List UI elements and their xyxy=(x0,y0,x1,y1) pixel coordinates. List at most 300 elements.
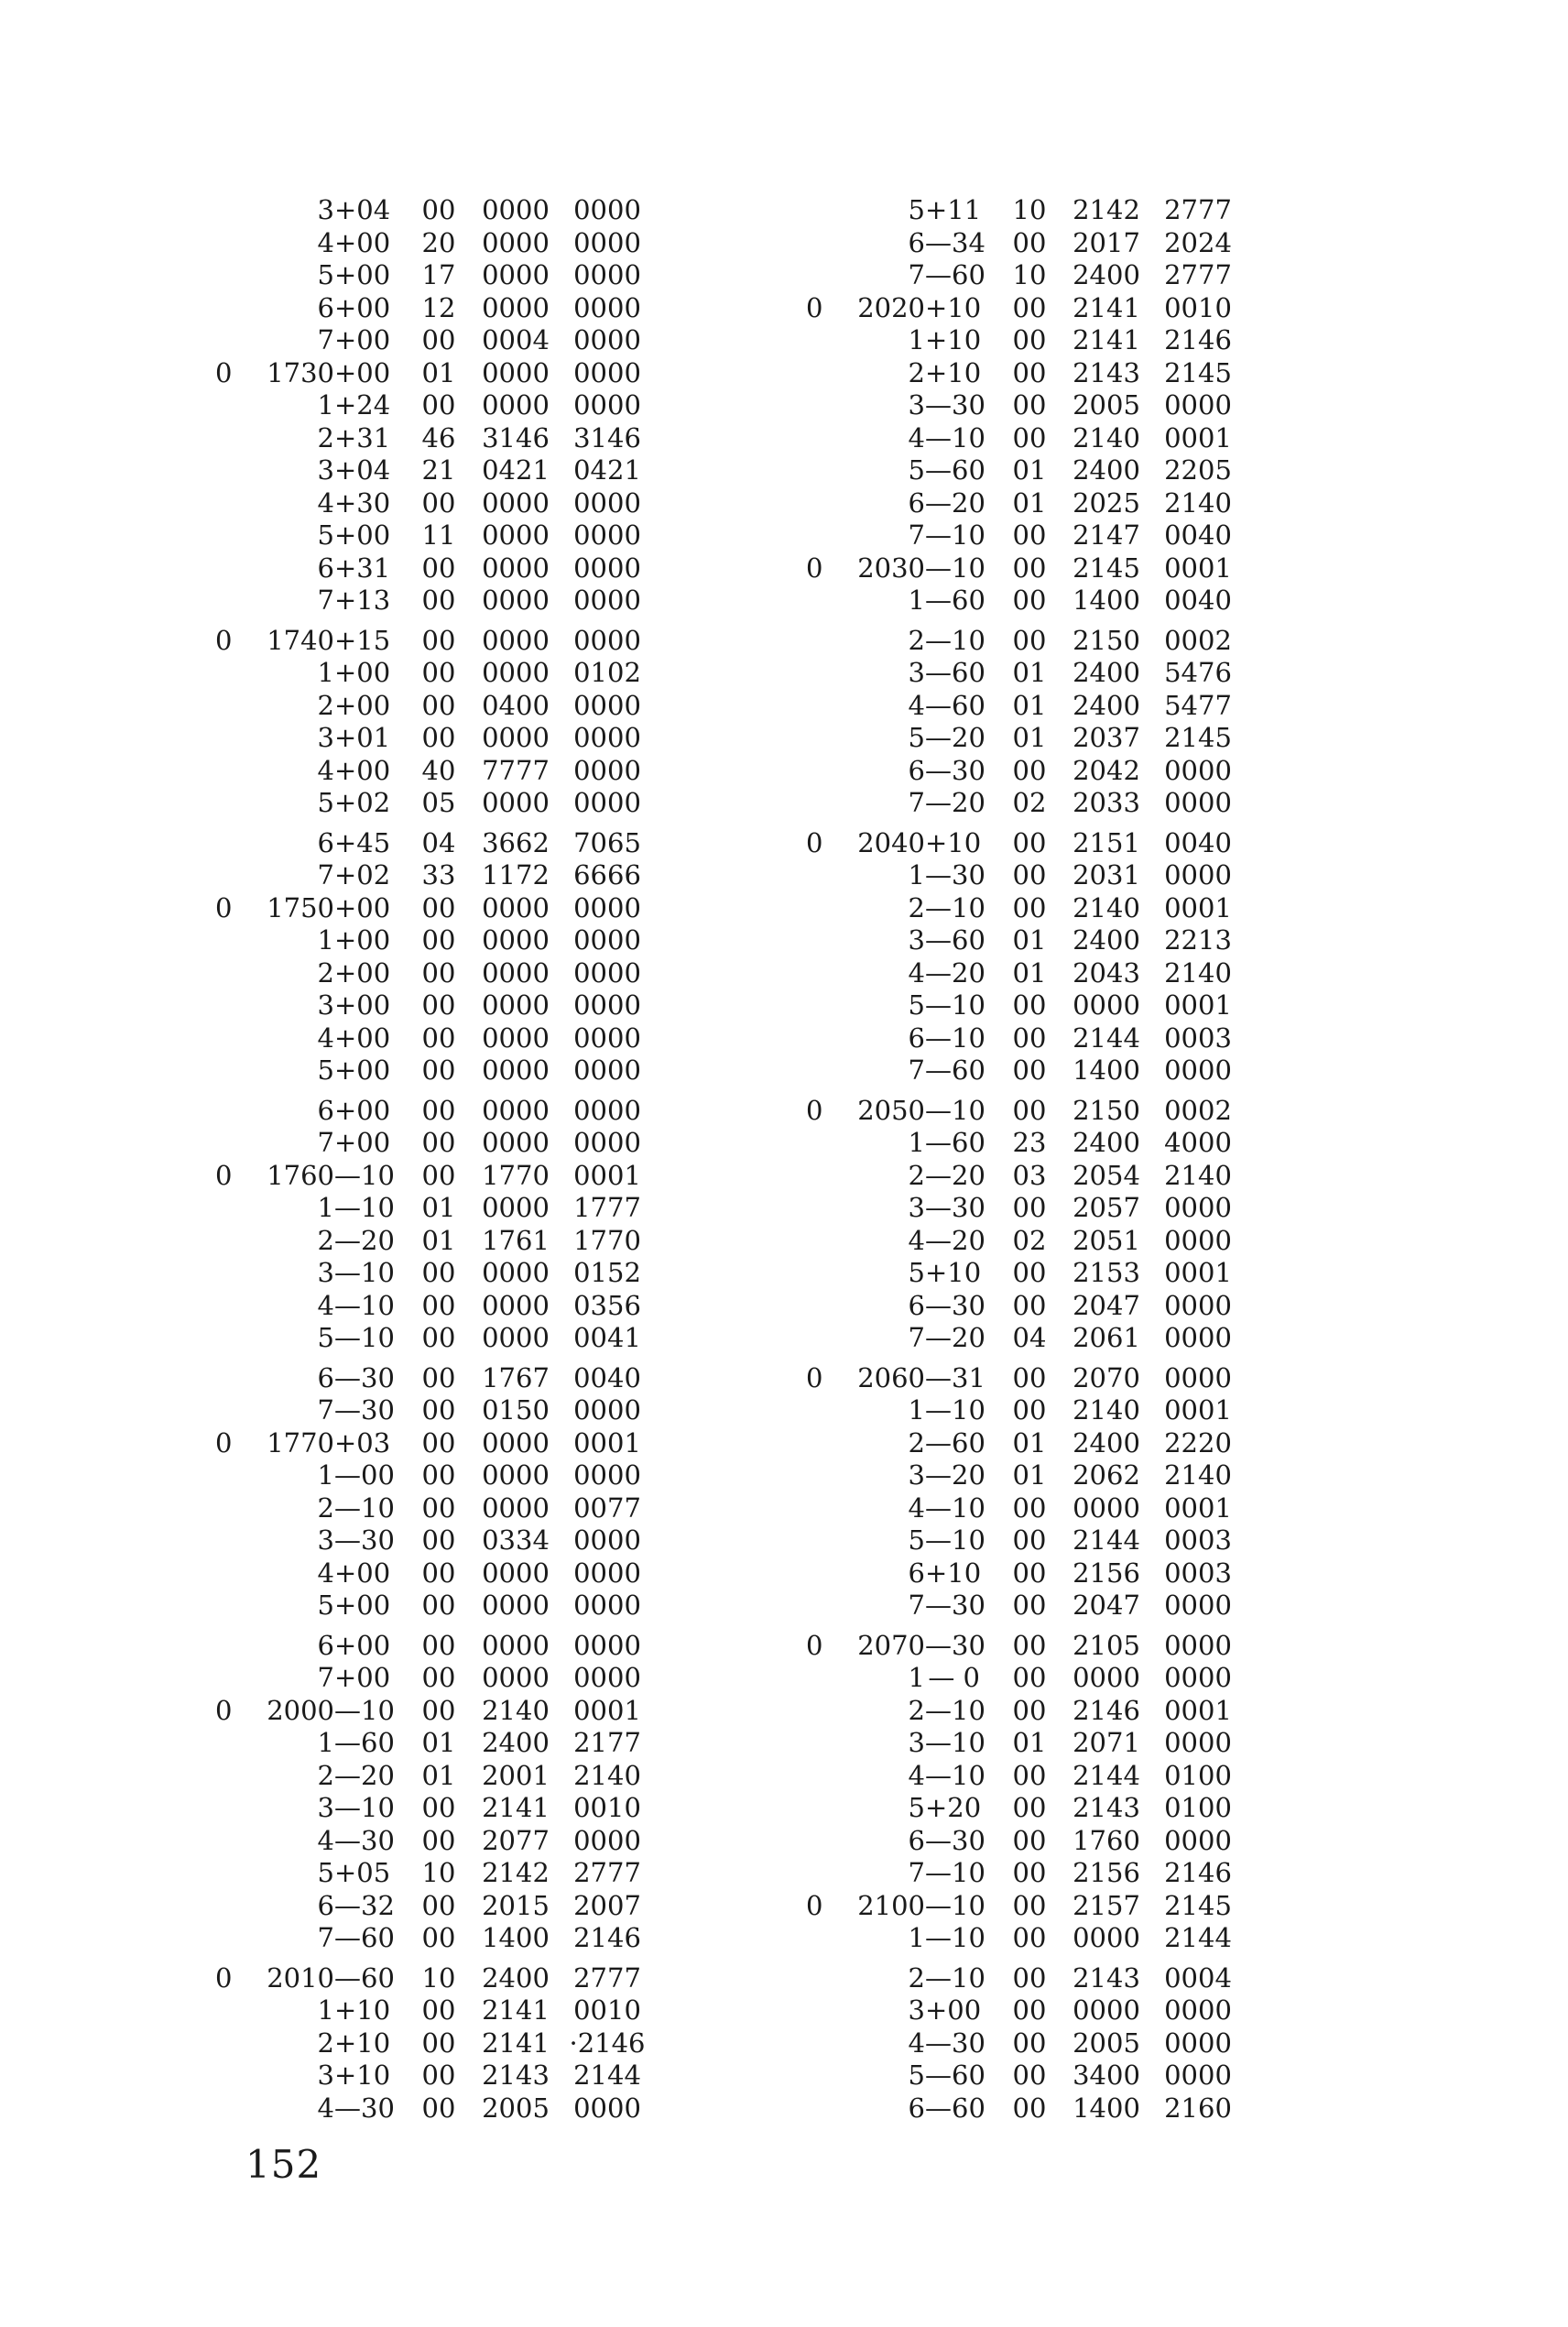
modifier-cell: 00 xyxy=(1012,1394,1047,1426)
operand-1-cell: 0000 xyxy=(1073,1994,1140,2026)
modifier-cell: 00 xyxy=(421,1257,456,1288)
address-cell: 1 xyxy=(908,1127,925,1158)
modifier-cell: 01 xyxy=(1012,454,1047,486)
operand-1-cell: 0000 xyxy=(482,1590,550,1621)
address-marker xyxy=(806,1022,833,1055)
opcode-cell: +00 xyxy=(334,956,391,989)
address-marker xyxy=(215,1727,243,1760)
modifier-cell: 00 xyxy=(421,1694,456,1726)
modifier-cell: 00 xyxy=(421,1289,456,1321)
modifier-cell: 00 xyxy=(421,1094,456,1126)
address-marker xyxy=(215,1192,243,1225)
modifier-cell: 00 xyxy=(421,1524,456,1556)
modifier-cell: 00 xyxy=(421,1021,456,1054)
operand-2-cell: 0040 xyxy=(1164,584,1232,616)
opcode-cell: —10 xyxy=(925,1694,985,1726)
opcode-cell: —30 xyxy=(925,859,985,890)
modifier-cell: 00 xyxy=(1012,1054,1047,1086)
operand-1-cell: 2144 xyxy=(1073,1759,1140,1791)
opcode-cell: —10 xyxy=(925,519,985,551)
listing-block xyxy=(215,625,646,820)
address-cell: 4 xyxy=(317,1824,334,1856)
operand-1-cell: 1400 xyxy=(1073,1054,1140,1086)
modifier-cell: 00 xyxy=(421,2027,456,2059)
listing-row xyxy=(215,422,646,455)
address-cell: 7 xyxy=(908,787,925,818)
operand-2-cell: 2777 xyxy=(573,1857,641,1888)
operand-1-cell: 0000 xyxy=(482,291,550,323)
operand-2-cell: 0000 xyxy=(1164,1361,1232,1393)
listing-row xyxy=(806,1362,1236,1395)
listing-row xyxy=(215,924,646,957)
listing-row xyxy=(215,357,646,390)
address-marker xyxy=(806,690,833,723)
modifier-cell: 00 xyxy=(421,1922,456,1953)
address-cell: 6 xyxy=(908,1557,925,1589)
opcode-cell: +00 xyxy=(334,657,391,688)
operand-2-cell: 2177 xyxy=(573,1727,641,1758)
modifier-cell: 00 xyxy=(421,689,456,721)
listing-row xyxy=(215,519,646,552)
address-cell: 3 xyxy=(317,194,334,225)
modifier-cell: 00 xyxy=(421,1322,456,1353)
listing-block xyxy=(215,1095,646,1355)
listing-row xyxy=(215,389,646,422)
address-marker: 0 xyxy=(806,826,823,858)
address-cell: 3 xyxy=(908,924,925,956)
listing-row xyxy=(215,1962,646,1995)
modifier-cell: 00 xyxy=(1012,891,1047,923)
address-cell: 4 xyxy=(317,2092,334,2124)
operand-2-cell: 0000 xyxy=(573,1459,641,1491)
operand-2-cell: 0000 xyxy=(573,194,641,225)
address-marker: 0 xyxy=(215,356,233,388)
address-cell: 7 xyxy=(317,1394,334,1426)
modifier-cell: 00 xyxy=(1012,356,1047,388)
operand-1-cell: 0000 xyxy=(482,1127,550,1158)
operand-1-cell: 0000 xyxy=(1073,1922,1140,1953)
modifier-cell: 21 xyxy=(421,454,456,486)
address-marker xyxy=(806,787,833,820)
listing-row xyxy=(215,625,646,658)
listing-row xyxy=(806,1322,1236,1355)
opcode-cell: +31 xyxy=(334,552,391,584)
address-marker xyxy=(806,1459,833,1492)
listing-row xyxy=(806,324,1236,357)
operand-2-cell: 0000 xyxy=(573,956,641,989)
operand-2-cell: 0000 xyxy=(573,1629,641,1661)
listing-row xyxy=(215,755,646,788)
opcode-cell: +00 xyxy=(334,1557,391,1589)
modifier-cell: 00 xyxy=(1012,1557,1047,1589)
operand-1-cell: 2031 xyxy=(1073,859,1140,890)
listing-row xyxy=(215,584,646,617)
address-marker xyxy=(806,324,833,357)
modifier-cell: 00 xyxy=(1012,1361,1047,1393)
operand-2-cell: 0010 xyxy=(573,1994,641,2026)
address-cell: 7 xyxy=(908,1054,925,1086)
address-cell: 2 xyxy=(317,689,334,721)
operand-2-cell: 0000 xyxy=(573,356,641,388)
modifier-cell: 00 xyxy=(1012,1491,1047,1524)
opcode-cell: +10 xyxy=(925,324,982,355)
operand-1-cell: 2400 xyxy=(1073,657,1140,688)
listing-row xyxy=(215,1127,646,1160)
listing-row xyxy=(215,1394,646,1427)
operand-2-cell: 0000 xyxy=(1164,2027,1232,2059)
address-marker xyxy=(215,722,243,755)
opcode-cell: —32 xyxy=(334,1889,395,1921)
address-marker xyxy=(215,1127,243,1160)
listing-row xyxy=(806,924,1236,957)
listing-row xyxy=(806,1962,1236,1995)
modifier-cell: 01 xyxy=(1012,956,1047,989)
address-cell: 2020 xyxy=(857,291,925,323)
listing-row xyxy=(215,194,646,227)
listing-block xyxy=(806,1630,1236,1955)
modifier-cell: 00 xyxy=(1012,226,1047,258)
opcode-cell: —10 xyxy=(334,1257,395,1288)
opcode-cell: —60 xyxy=(334,1961,395,1994)
address-cell: 5 xyxy=(317,1322,334,1353)
operand-2-cell: 2777 xyxy=(1164,194,1232,225)
operand-1-cell: 0000 xyxy=(482,226,550,258)
address-cell: 7 xyxy=(317,1922,334,1953)
listing-row xyxy=(215,1054,646,1087)
address-cell: 3 xyxy=(908,1727,925,1758)
address-marker xyxy=(806,892,833,925)
address-marker xyxy=(806,227,833,260)
listing-row xyxy=(215,1427,646,1460)
listing-row xyxy=(806,1427,1236,1460)
opcode-cell: +00 xyxy=(334,1590,391,1621)
address-marker xyxy=(806,1962,833,1995)
modifier-cell: 00 xyxy=(1012,1922,1047,1953)
address-cell: 2060 xyxy=(857,1361,925,1393)
modifier-cell: 01 xyxy=(421,356,456,388)
modifier-cell: 00 xyxy=(421,486,456,519)
operand-1-cell: 2051 xyxy=(1073,1224,1140,1256)
address-marker xyxy=(215,787,243,820)
listing-row xyxy=(215,957,646,990)
operand-1-cell: 2143 xyxy=(1073,1961,1140,1994)
address-cell: 1 xyxy=(908,584,925,616)
operand-2-cell: 0000 xyxy=(573,1524,641,1556)
opcode-cell: —10 xyxy=(925,1094,985,1126)
operand-1-cell: 0000 xyxy=(482,657,550,688)
modifier-cell: 17 xyxy=(421,259,456,290)
operand-1-cell: 2005 xyxy=(1073,389,1140,421)
listing-row xyxy=(215,552,646,585)
operand-1-cell: 2070 xyxy=(1073,1361,1140,1393)
address-cell: 1740 xyxy=(267,624,334,656)
operand-1-cell: 0000 xyxy=(482,519,550,551)
modifier-cell: 33 xyxy=(421,859,456,890)
address-cell: 7 xyxy=(908,519,925,551)
address-cell: 3 xyxy=(317,989,334,1021)
operand-1-cell: 1770 xyxy=(482,1159,550,1191)
operand-1-cell: 2143 xyxy=(1073,356,1140,388)
modifier-cell: 04 xyxy=(1012,1322,1047,1353)
address-marker: 0 xyxy=(215,1961,233,1994)
address-marker: 0 xyxy=(215,1426,233,1458)
operand-1-cell: 0000 xyxy=(482,1021,550,1054)
opcode-cell: —10 xyxy=(925,1491,985,1524)
address-cell: 1 xyxy=(317,924,334,956)
operand-2-cell: 2777 xyxy=(573,1961,641,1994)
address-cell: 5 xyxy=(317,259,334,290)
modifier-cell: 01 xyxy=(1012,1727,1047,1758)
listing-row xyxy=(806,259,1236,292)
opcode-cell: —60 xyxy=(925,1127,985,1158)
address-cell: 6 xyxy=(317,1629,334,1661)
opcode-cell: +10 xyxy=(334,2027,391,2059)
opcode-cell: —30 xyxy=(334,1361,395,1393)
opcode-cell: —20 xyxy=(925,1159,985,1191)
operand-1-cell: 2061 xyxy=(1073,1322,1140,1353)
address-cell: 6 xyxy=(317,291,334,323)
modifier-cell: 00 xyxy=(1012,1857,1047,1888)
address-marker xyxy=(806,2092,833,2125)
address-marker xyxy=(806,357,833,390)
address-marker xyxy=(806,722,833,755)
operand-2-cell: 7065 xyxy=(573,826,641,858)
operand-1-cell: 3146 xyxy=(482,421,550,453)
operand-1-cell: 2077 xyxy=(482,1824,550,1856)
opcode-cell: +00 xyxy=(334,989,391,1021)
modifier-cell: 00 xyxy=(421,1459,456,1491)
opcode-cell: —20 xyxy=(925,1322,985,1353)
operand-1-cell: 0000 xyxy=(482,1557,550,1589)
modifier-cell: 00 xyxy=(1012,624,1047,656)
listing-row xyxy=(806,625,1236,658)
operand-1-cell: 2400 xyxy=(482,1727,550,1758)
operand-1-cell: 0000 xyxy=(482,1629,550,1661)
operand-2-cell: 0001 xyxy=(1164,421,1232,453)
operand-2-cell: 3146 xyxy=(573,421,641,453)
operand-2-cell: 0001 xyxy=(573,1694,641,1726)
modifier-cell: 00 xyxy=(421,624,456,656)
operand-1-cell: 2144 xyxy=(1073,1524,1140,1556)
opcode-cell: +05 xyxy=(334,1857,391,1888)
address-marker xyxy=(215,690,243,723)
address-marker xyxy=(806,1557,833,1590)
address-cell: 2 xyxy=(908,1426,925,1458)
operand-2-cell: 0000 xyxy=(1164,1994,1232,2026)
modifier-cell: 00 xyxy=(421,1426,456,1458)
operand-1-cell: 2141 xyxy=(482,2027,550,2059)
listing-row xyxy=(215,1290,646,1323)
address-marker xyxy=(215,1994,243,2027)
operand-1-cell: 2037 xyxy=(1073,722,1140,753)
listing-block xyxy=(806,1095,1236,1355)
operand-1-cell: 2143 xyxy=(482,2059,550,2091)
operand-1-cell: 0000 xyxy=(482,1257,550,1288)
operand-2-cell: 0000 xyxy=(573,2092,641,2124)
opcode-cell: +03 xyxy=(334,1426,391,1458)
opcode-cell: +00 xyxy=(334,1094,391,1126)
address-cell: 6 xyxy=(908,2092,925,2124)
operand-1-cell: 2150 xyxy=(1073,624,1140,656)
operand-2-cell: 2146 xyxy=(1164,1857,1232,1888)
operand-2-cell: 0356 xyxy=(573,1289,641,1321)
address-marker xyxy=(215,1362,243,1395)
modifier-cell: 00 xyxy=(1012,519,1047,551)
opcode-cell: —20 xyxy=(925,787,985,818)
address-cell: 2 xyxy=(317,956,334,989)
address-cell: 3 xyxy=(317,1524,334,1556)
address-marker xyxy=(215,324,243,357)
operand-1-cell: 0150 xyxy=(482,1394,550,1426)
address-marker xyxy=(215,1825,243,1858)
operand-1-cell: 0000 xyxy=(482,989,550,1021)
operand-1-cell: 0004 xyxy=(482,324,550,355)
modifier-cell: 00 xyxy=(1012,1662,1047,1693)
operand-2-cell: 0152 xyxy=(573,1257,641,1288)
operand-2-cell: 0000 xyxy=(573,552,641,584)
listing-row xyxy=(215,1590,646,1622)
operand-2-cell: 0000 xyxy=(573,1054,641,1086)
modifier-cell: 01 xyxy=(1012,486,1047,519)
address-marker xyxy=(215,1662,243,1695)
address-cell: 2010 xyxy=(267,1961,334,1994)
listing-row xyxy=(806,1857,1236,1890)
address-marker xyxy=(215,2027,243,2060)
operand-2-cell: 0000 xyxy=(573,584,641,616)
listing-row xyxy=(215,1322,646,1355)
operand-1-cell: 2400 xyxy=(1073,259,1140,290)
operand-2-cell: 0000 xyxy=(573,1824,641,1856)
opcode-cell: —10 xyxy=(925,1394,985,1426)
operand-2-cell: 0041 xyxy=(573,1322,641,1353)
opcode-cell: +02 xyxy=(334,859,391,890)
modifier-cell: 00 xyxy=(1012,1021,1047,1054)
opcode-cell: —10 xyxy=(334,1289,395,1321)
opcode-cell: +01 xyxy=(334,722,391,753)
address-marker: 0 xyxy=(806,1361,823,1393)
operand-2-cell: 0000 xyxy=(573,519,641,551)
address-cell: 2030 xyxy=(857,552,925,584)
opcode-cell: —60 xyxy=(925,1054,985,1086)
address-marker xyxy=(806,989,833,1022)
modifier-cell: 00 xyxy=(1012,1961,1047,1994)
listing-block xyxy=(215,1630,646,1955)
operand-2-cell: 0000 xyxy=(573,722,641,753)
address-marker xyxy=(806,1922,833,1955)
operand-1-cell: 2151 xyxy=(1073,826,1140,858)
address-marker: 0 xyxy=(806,1889,823,1921)
operand-2-cell: 2144 xyxy=(573,2059,641,2091)
modifier-cell: 00 xyxy=(421,1557,456,1589)
opcode-cell: —10 xyxy=(925,421,985,453)
operand-1-cell: 0000 xyxy=(482,1192,550,1223)
operand-1-cell: 2147 xyxy=(1073,519,1140,551)
operand-1-cell: 2062 xyxy=(1073,1459,1140,1491)
address-cell: 7 xyxy=(317,584,334,616)
opcode-cell: +45 xyxy=(334,826,391,858)
opcode-cell: +10 xyxy=(925,356,982,388)
listing-row xyxy=(806,1095,1236,1128)
address-marker xyxy=(806,389,833,422)
opcode-cell: +04 xyxy=(334,194,391,225)
operand-2-cell: 0040 xyxy=(573,1361,641,1393)
address-marker xyxy=(806,1394,833,1427)
address-marker xyxy=(215,1459,243,1492)
operand-1-cell: 2140 xyxy=(1073,891,1140,923)
listing-row xyxy=(215,1727,646,1760)
address-cell: 2050 xyxy=(857,1094,925,1126)
opcode-cell: +30 xyxy=(334,486,391,519)
operand-2-cell: 0001 xyxy=(1164,989,1232,1021)
address-cell: 5 xyxy=(908,1257,925,1288)
modifier-cell: 01 xyxy=(1012,924,1047,956)
listing-row xyxy=(215,989,646,1022)
modifier-cell: 00 xyxy=(421,956,456,989)
address-marker xyxy=(215,827,243,860)
opcode-cell: +00 xyxy=(334,689,391,721)
operand-1-cell: 0000 xyxy=(482,356,550,388)
opcode-cell: —60 xyxy=(925,259,985,290)
address-marker xyxy=(215,1857,243,1890)
address-marker xyxy=(215,1054,243,1087)
opcode-cell: —60 xyxy=(925,2092,985,2124)
operand-1-cell: 2141 xyxy=(1073,324,1140,355)
operand-2-cell: 0002 xyxy=(1164,624,1232,656)
modifier-cell: 00 xyxy=(421,1394,456,1426)
operand-1-cell: 0421 xyxy=(482,454,550,486)
modifier-cell: 00 xyxy=(421,1159,456,1191)
operand-2-cell: 0000 xyxy=(1164,389,1232,421)
listing-row xyxy=(806,227,1236,260)
listing-row xyxy=(806,1257,1236,1290)
operand-1-cell: 2400 xyxy=(1073,1127,1140,1158)
opcode-cell: —10 xyxy=(334,1491,395,1524)
address-cell: 4 xyxy=(908,689,925,721)
operand-2-cell: 2007 xyxy=(573,1889,641,1921)
address-marker xyxy=(806,1192,833,1225)
operand-1-cell: 2156 xyxy=(1073,1857,1140,1888)
opcode-cell: +11 xyxy=(925,194,982,225)
listing-row xyxy=(806,1290,1236,1323)
operand-1-cell: 3400 xyxy=(1073,2059,1140,2091)
address-marker xyxy=(215,1225,243,1258)
operand-2-cell: 0001 xyxy=(1164,1694,1232,1726)
listing-row xyxy=(215,787,646,820)
address-cell: 3 xyxy=(317,722,334,753)
operand-1-cell: 0000 xyxy=(482,891,550,923)
address-cell: 6 xyxy=(908,1289,925,1321)
operand-1-cell: 0000 xyxy=(482,1426,550,1458)
address-cell: 2 xyxy=(908,1694,925,1726)
address-marker xyxy=(215,755,243,788)
page-number: 152 xyxy=(245,2142,322,2187)
operand-1-cell: 0000 xyxy=(482,956,550,989)
operand-2-cell: 2777 xyxy=(1164,259,1232,290)
address-marker xyxy=(215,1557,243,1590)
opcode-cell: +02 xyxy=(334,787,391,818)
opcode-cell: —20 xyxy=(334,1224,395,1256)
modifier-cell: 00 xyxy=(421,1662,456,1693)
operand-2-cell: 0000 xyxy=(1164,1289,1232,1321)
listing-row xyxy=(215,1557,646,1590)
program-listing-left xyxy=(215,194,646,2132)
address-cell: 6 xyxy=(908,754,925,786)
address-cell: 1 xyxy=(908,1394,925,1426)
operand-2-cell: 0000 xyxy=(573,291,641,323)
modifier-cell: 01 xyxy=(1012,1426,1047,1458)
opcode-cell: —10 xyxy=(925,891,985,923)
operand-1-cell: 2071 xyxy=(1073,1727,1140,1758)
